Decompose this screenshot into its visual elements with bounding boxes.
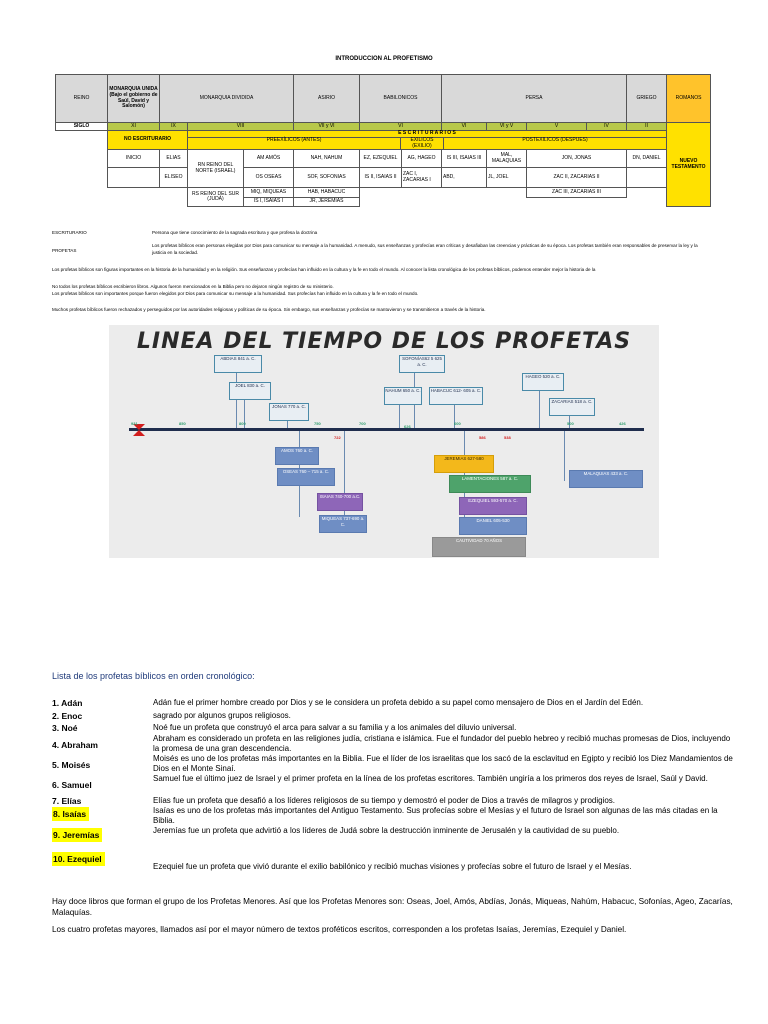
prophet-description: Jeremías fue un profeta que advirtió a los líderes de Judá sobre la destrucción inminente de Jerusalén y la cautividad de su pueblo. bbox=[153, 826, 620, 835]
cell-monarquia-dividida: MONARQUIA DIVIDIDA bbox=[160, 75, 294, 123]
tick-label: 500 bbox=[567, 421, 574, 426]
tick-label: 586 bbox=[479, 435, 486, 440]
cell-romanos: ROMANOS bbox=[667, 75, 711, 123]
card-hageo: HAGEO 520 a. C. bbox=[522, 373, 564, 391]
timeline-axis bbox=[129, 428, 644, 431]
cell-exilicos: EXILICOS (EXILIO) bbox=[400, 138, 444, 150]
start-marker-icon-lower bbox=[133, 430, 145, 436]
cell-sofonias: SOF, SOFONIAS bbox=[294, 168, 360, 188]
cell-zacarias-3: ZAC III, ZACARIAS III bbox=[527, 188, 627, 198]
cell-monarquia-unida: MONARQUIA UNIDA (Bajo el gobierno de Saúl, David y Salomón) bbox=[108, 75, 160, 123]
tick-label: 750 bbox=[314, 421, 321, 426]
prophet-name: 1. Adán bbox=[52, 698, 83, 708]
prophet-description: Adán fue el primer hombre creado por Dios y se le considera un profeta debido a su papel como mensajero de Dios en el Jardín del Edén. bbox=[153, 698, 644, 707]
prophet-description: Samuel fue el último juez de Israel y el primer profeta en la línea de los profetas escritores. También ungiría a los primeros dos reyes de Israel, Saúl y David. bbox=[153, 774, 708, 783]
prophet-name: 4. Abraham bbox=[52, 740, 98, 750]
card-habacuc: HABACUC 612- 605 a. C. bbox=[429, 387, 483, 405]
cell-no-escrituario: NO ESCRITURARIO bbox=[108, 131, 188, 150]
cell-siglo-2: IX bbox=[160, 123, 188, 131]
cell-nuevo-testamento: NUEVO TESTAMENTO bbox=[667, 123, 711, 207]
prophet-name: 2. Enoc bbox=[52, 711, 83, 721]
paragraph-2: No todos los profetas bíblicos escribieron libros. Algunos fueron mencionados en la Biblia pero no dejaron ningún registro de su ministerio. bbox=[52, 284, 334, 289]
def-label-escrituario: ESCRITURARIO bbox=[52, 230, 87, 235]
prophet-description: Noé fue un profeta que construyó el arca para salvar a su familia y a los animales del diluvio universal. bbox=[153, 723, 517, 732]
cell-inicio: INICIO bbox=[108, 150, 160, 168]
tick-label: 931 bbox=[131, 421, 138, 426]
cell-nahum: NAH, NAHUM bbox=[294, 150, 360, 168]
card-ezequiel: EZEQUIEL 593-570 a. C. bbox=[459, 497, 527, 515]
cell-eliseo: ELISEO bbox=[160, 168, 188, 188]
card-oseas: OSEAS 760 – 715 a. C. bbox=[277, 468, 335, 486]
cell-isaias-3: IS III, ISAIAS III bbox=[442, 150, 487, 168]
tick-label: 600 bbox=[454, 421, 461, 426]
def-text-escrituario: Persona que tiene conocimiento de la sagrada escritura y que profesa la doctrina bbox=[152, 230, 318, 235]
footer-major-prophets: Los cuatro profetas mayores, llamados así por el mayor número de textos proféticos escritos, corresponden a los profetas Isaías, Jeremías, Ezequiel y Daniel. bbox=[52, 925, 627, 934]
card-jeremias: JEREMIAS 627-580 bbox=[434, 455, 494, 473]
cell-jeremias: JR, JEREMIAS bbox=[294, 198, 360, 207]
cell-elias: ELIAS bbox=[160, 150, 188, 168]
cell-abdias: ABD, bbox=[442, 168, 487, 188]
definitions bbox=[0, 230, 768, 260]
cell-escrituarios: E S C R I T U R A R I O S bbox=[188, 131, 666, 138]
prophet-description: sagrado por algunos grupos religiosos. bbox=[153, 711, 291, 720]
cell-habacuc: HAB, HABACUC bbox=[294, 188, 360, 198]
prophet-list-heading: Lista de los profetas bíblicos en orden cronológico: bbox=[52, 671, 255, 681]
card-zacarias: ZACARIAS 518 a. C. bbox=[549, 398, 595, 416]
cell-siglo-7: VI y V bbox=[487, 123, 527, 131]
prophet-description: Abraham es considerado un profeta en las religiones judía, cristiana e islámica. Fue el fundador del pueblo hebreo y recibió muchas promesas de Dios, incluyendo la promesa de una gran descendencia. bbox=[153, 734, 731, 753]
timeline-title: LINEA DEL TIEMPO DE LOS PROFETAS bbox=[136, 329, 632, 354]
card-miqueas: MIQUEAS 737-690 a. C. bbox=[319, 515, 367, 533]
prophet-name-highlighted: 9. Jeremías bbox=[52, 828, 102, 842]
card-joel: JOEL 830 a. C. bbox=[229, 382, 271, 400]
card-isaias: ISAIAS 740-700 a.C. bbox=[317, 493, 363, 511]
paragraph-1: Los profetas bíblicos son figuras importantes en la historia de la humanidad y en la religión. Sus enseñanzas y profecías han influido en la cultura y la fe en todo el mundo. Al conocer la lista cronológica de los profetas bíblicos, podemos entender mejor la historia de la bbox=[52, 267, 596, 272]
prophet-name: 3. Noé bbox=[52, 723, 78, 733]
prophet-description: Moisés es uno de los profetas más importantes en la Biblia. Fue el líder de los israelitas que los sacó de la esclavitud en Egipto y recibió los Diez Mandamientos de Dios en el Monte Sinaí. bbox=[153, 754, 733, 773]
prophet-name: 7. Elías bbox=[52, 796, 82, 806]
cell-siglo-9: IV bbox=[587, 123, 627, 131]
prophet-description: Isaías es uno de los profetas más importantes del Antiguo Testamento. Sus profecías sobre el Mesías y el futuro de Israel son algunas de las más citadas en la Biblia. bbox=[153, 806, 718, 825]
tick-label: 538 bbox=[504, 435, 511, 440]
cell-siglo-4: VII y VI bbox=[294, 123, 360, 131]
cell-siglo-6: VI bbox=[442, 123, 487, 131]
cell-babilonicos: BABILONICOS bbox=[360, 75, 442, 123]
cell-jonas: JON, JONAS bbox=[527, 150, 627, 168]
cell-griego: GRIEGO bbox=[627, 75, 667, 123]
cell-miqueas: MIQ, MIQUEAS bbox=[244, 188, 294, 198]
cell-persa: PERSA bbox=[442, 75, 627, 123]
paragraph-3: Los profetas bíblicos son importantes porque fueron elegidos por Dios para comunicar su mensaje a la humanidad. Sus profecías han influido en la cultura y la fe en todo el mundo. bbox=[52, 291, 419, 296]
cell-siglo-3: VIII bbox=[188, 123, 294, 131]
cell-asirio: ASIRIO bbox=[294, 75, 360, 123]
cell-zacarias-1: ZAC I, ZACARIAS I bbox=[402, 168, 442, 188]
document-title: INTRODUCCION AL PROFETISMO bbox=[335, 56, 433, 62]
cell-malaquias: MAL, MALAQUIAS bbox=[487, 150, 527, 168]
cell-amos: AM AMÓS bbox=[244, 150, 294, 168]
timeline-image bbox=[109, 325, 659, 558]
tick-label: 426 bbox=[619, 421, 626, 426]
cell-ezequiel: EZ, EZEQUIEL bbox=[360, 150, 402, 168]
cell-reino-sur: RS REINO DEL SUR (JUDÁ) bbox=[188, 188, 244, 207]
card-amos: AMOS 760 a. C. bbox=[275, 447, 319, 465]
tick-label: 850 bbox=[179, 421, 186, 426]
card-nahum: NAHUM 650 a. C. bbox=[384, 387, 422, 405]
cell-hageo: AG, HAGEO bbox=[402, 150, 442, 168]
cell-siglo-5: VI bbox=[360, 123, 442, 131]
card-cautividad: CAUTIVIDAD 70 AÑOS bbox=[432, 537, 526, 557]
cell-daniel: DN, DANIEL bbox=[627, 150, 667, 168]
cell-joel: JL, JOEL bbox=[487, 168, 527, 188]
card-abdias: ABDIAS 841 a. C. bbox=[214, 355, 262, 373]
prophet-name: 6. Samuel bbox=[52, 780, 92, 790]
tick-label: 626 bbox=[404, 424, 411, 429]
prophet-description: Elías fue un profeta que desafió a los líderes religiosos de su tiempo y demostró el poder de Dios a través de milagros y prodigios. bbox=[153, 796, 616, 805]
prophet-name-highlighted: 10. Ezequiel bbox=[52, 852, 105, 866]
cell-preexilicos: PREEXÍLICOS (ANTES) bbox=[266, 136, 322, 143]
card-lamentaciones: LAMENTACIONES 587 a. C. bbox=[449, 475, 531, 493]
cell-siglo: SIGLO bbox=[56, 123, 108, 131]
cell-isaias-2: IS II, ISAIAS II bbox=[360, 168, 402, 188]
card-malaquias: MALAQUIAS 433 a. C. bbox=[569, 470, 643, 488]
prophet-description: Ezequiel fue un profeta que vivió durante el exilio babilónico y recibió muchas visiones y profecías sobre el futuro de Israel y el Mesías. bbox=[153, 862, 632, 871]
prophet-name: 5. Moisés bbox=[52, 760, 91, 770]
cell-reino: REINO bbox=[56, 75, 108, 123]
cell-siglo-1: XI bbox=[108, 123, 160, 131]
def-label-profetas: PROFETAS bbox=[52, 248, 77, 253]
cell-siglo-10: II bbox=[627, 123, 667, 131]
prophet-name-highlighted: 8. Isaías bbox=[52, 807, 89, 821]
cell-oseas: OS OSEAS bbox=[244, 168, 294, 188]
paragraph-4: Muchos profetas bíblicos fueron rechazados y perseguidos por las autoridades religiosas y políticas de su época. Sin embargo, sus enseñanzas y profecías se mantuvieron y se transmitieron a través de la historia. bbox=[52, 307, 486, 312]
card-sofonias: SOFONÍAS62 5 625 a. C. bbox=[399, 355, 445, 373]
cell-escrituarios-group bbox=[188, 131, 667, 150]
tick-label: 700 bbox=[359, 421, 366, 426]
card-jonas: JONAS 770 a. C. bbox=[269, 403, 309, 421]
cell-reino-norte: RN REINO DEL NORTE (ISRAEL) bbox=[188, 150, 244, 188]
cell-postexilicos: POSTEXILICOS (DESPUES) bbox=[522, 136, 588, 143]
cell-isaias-1: IS I, ISAIAS I bbox=[244, 198, 294, 207]
def-text-profetas: Los profetas bíblicos eran personas elegidas por Dios para comunicar su mensaje a la humanidad. A menudo, sus enseñanzas y profecías eran críticas y desafiaban las creencias y prácticas de su época. Los profetas también eran responsables de preservar la ley y la justicia en la sociedad. bbox=[152, 243, 698, 255]
history-table bbox=[55, 74, 711, 207]
tick-label: 722 bbox=[334, 435, 341, 440]
cell-siglo-8: V bbox=[527, 123, 587, 131]
card-daniel: DANIEL 605-530 bbox=[459, 517, 527, 535]
footer-minor-prophets: Hay doce libros que forman el grupo de los Profetas Menores. Así que los Profetas Menores son: Oseas, Joel, Amós, Abdías, Jonás, Miqueas, Nahúm, Habacuc, Sofonías, Ageo, Zacarías, Malaquías. bbox=[52, 897, 733, 917]
tick-label: 800 bbox=[239, 421, 246, 426]
cell-zacarias-2: ZAC II, ZACARIAS II bbox=[527, 168, 627, 188]
